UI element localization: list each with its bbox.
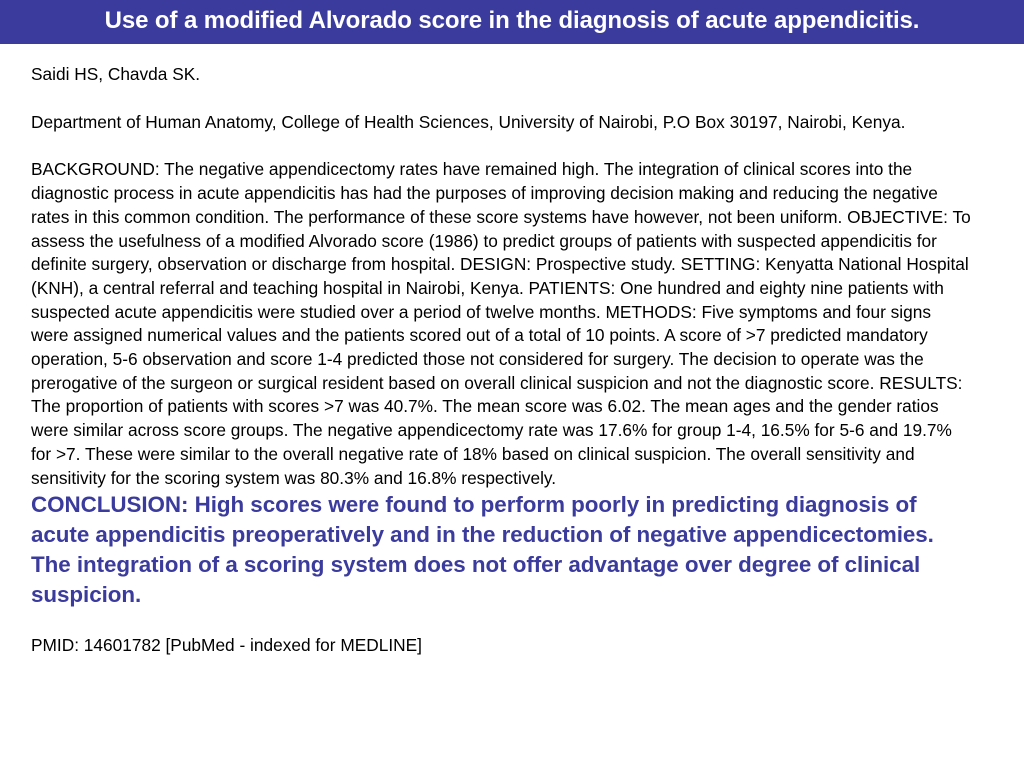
title-bar bbox=[0, 0, 1024, 44]
pmid-line: PMID: 14601782 [PubMed - indexed for MEDLINE] bbox=[31, 635, 422, 656]
authors-line: Saidi HS, Chavda SK. bbox=[31, 64, 201, 84]
conclusion-text: CONCLUSION: High scores were found to perform poorly in predicting diagnosis of acute appendicitis preoperatively and in the reduction of negative appendicectomies. The integration of a scoring system does not offer advantage over degree of clinical suspicion. bbox=[31, 492, 934, 608]
affiliation-text: Department of Human Anatomy, College of Health Sciences, University of Nairobi, P.O Box 30197, Nairobi, Kenya. bbox=[31, 111, 906, 132]
abstract-content bbox=[31, 63, 971, 658]
abstract-body: BACKGROUND: The negative appendicectomy rates have remained high. The integration of clinical scores into the diagnostic process in acute appendicitis has had the purposes of improving decision making and reducing the negative rates in this common condition. The performance of these score systems have however, not been uniform. OBJECTIVE: To assess the usefulness of a modified Alvorado score (1986) to predict groups of patients with suspected appendicitis for definite surgery, observation or discharge from hospital. DESIGN: Prospective study. SETTING: Kenyatta National Hospital (KNH), a central referral and teaching hospital in Nairobi, Kenya. PATIENTS: One hundred and eighty nine patients with suspected acute appendicitis were studied over a period of twelve months. METHODS: Five symptoms and four signs were assigned numerical values and the patients scored out of a total of 10 points. A score of >7 predicted mandatory operation, 5-6 observation and score 1-4 predicted those not considered for surgery. The decision to operate was the prerogative of the surgeon or surgical resident based on overall clinical suspicion and not the diagnostic score. RESULTS: The proportion of patients with scores >7 was 40.7%. The mean score was 6.02. The mean ages and the gender ratios were similar across score groups. The negative appendicectomy rate was 17.6% for group 1-4, 16.5% for 5-6 and 19.7% for >7. These were similar to the overall negative rate of 18% based on clinical suspicion. The overall sensitivity and sensitivity for the scoring system was 80.3% and 16.8% respectively. bbox=[31, 159, 971, 488]
page-title: Use of a modified Alvorado score in the diagnosis of acute appendicitis. bbox=[104, 7, 920, 34]
